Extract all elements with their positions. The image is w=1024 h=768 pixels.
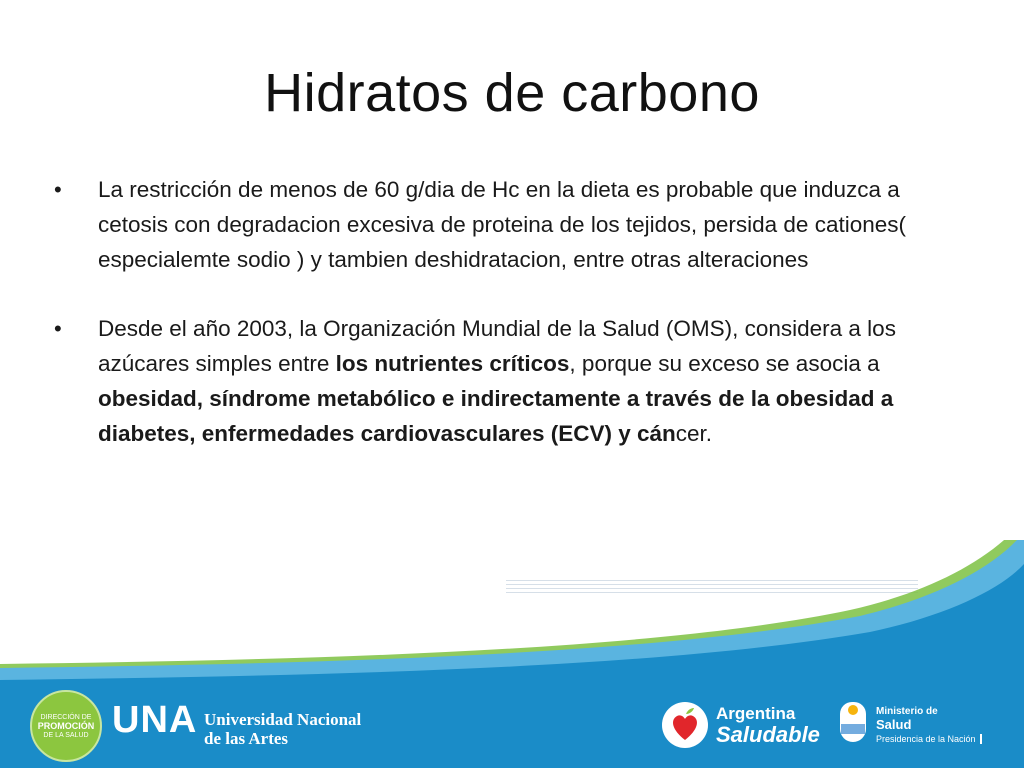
una-name-line2: de las Artes [204, 729, 289, 748]
una-logo-mark: UNA [112, 699, 198, 741]
ministerio-line2: Salud [876, 717, 912, 732]
saludable-word: Saludable [716, 722, 820, 747]
bullet-marker: • [54, 316, 62, 341]
apple-heart-icon [662, 702, 708, 748]
promocion-salud-logo [30, 690, 102, 762]
national-shield-icon [840, 702, 866, 742]
bullet-item [54, 172, 974, 277]
promo-line3: DE LA SALUD [43, 731, 89, 739]
argentina-word: Argentina [716, 704, 796, 723]
ministerio-line1: Ministerio de [876, 706, 938, 717]
footer-logos [0, 688, 1024, 768]
bullet-text: cer. [675, 421, 713, 446]
bullet-text-bold: obesidad, síndrome metabólico e indirectamente a través de la obesidad a diabetes, enfermedades cardiovasculares (ECV) y cán [98, 386, 894, 446]
promo-line1: DIRECCIÓN DE [40, 713, 92, 721]
bullet-text: Desde el año 2003, la Organización Mundial de la Salud (OMS), considera a los azúcares simples entre [98, 316, 896, 376]
slide-title: Hidratos de carbono [264, 63, 760, 123]
bullet-text: La restricción de menos de 60 g/dia de Hc en la dieta es probable que induzca a cetosis con degradacion excesiva de proteina de los tejidos, persida de cationes( especialemte sodio ) y tambien deshidratacion, entre otras alteraciones [98, 177, 906, 272]
bullet-item [54, 311, 974, 451]
bullet-text-bold: los nutrientes críticos [335, 351, 570, 376]
bullet-text: , porque su exceso se asocia a [569, 351, 880, 376]
ministerio-line3: Presidencia de la Nación [876, 734, 982, 744]
bullet-list [54, 172, 974, 451]
una-name-line1: Universidad Nacional [204, 710, 362, 729]
una-logo-text [204, 710, 361, 748]
promo-line2: PROMOCIÓN [37, 720, 95, 731]
bullet-marker: • [54, 177, 62, 202]
